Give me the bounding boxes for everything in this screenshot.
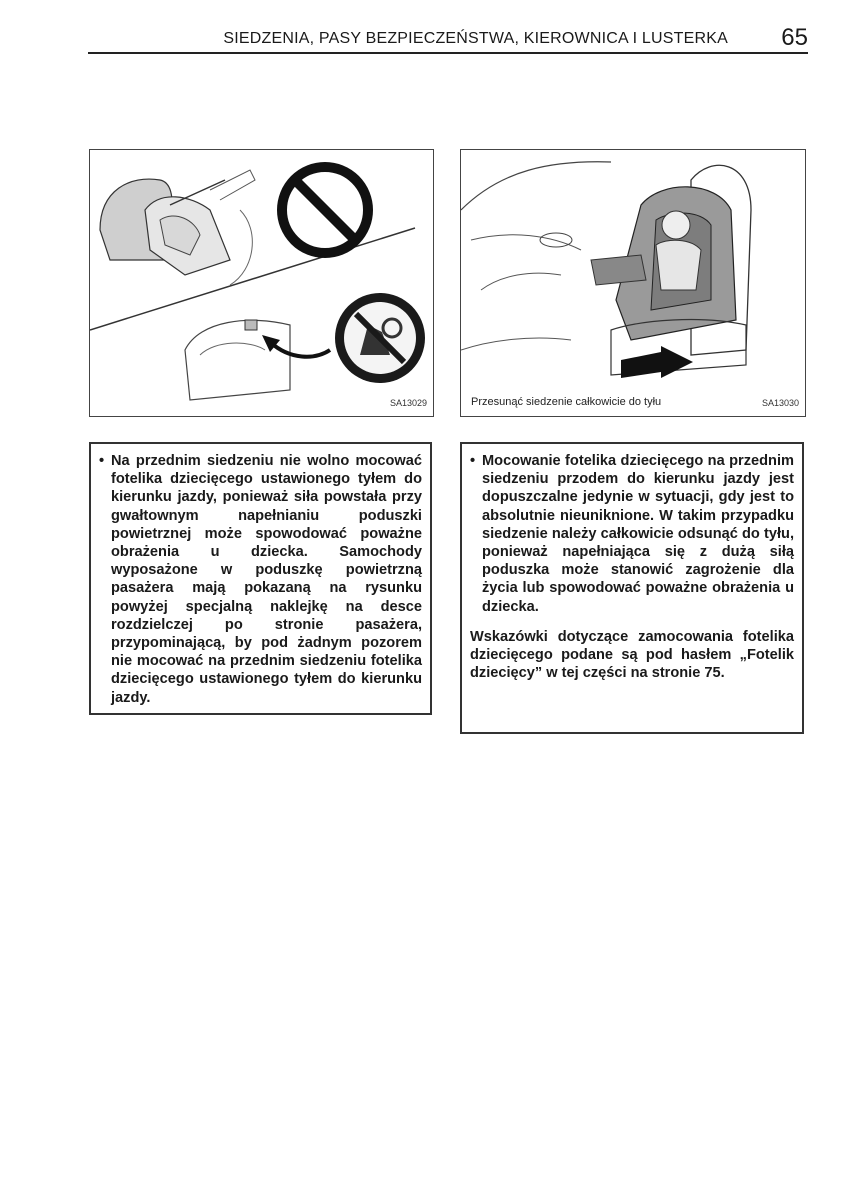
- warning-box-rear-facing: [89, 442, 432, 715]
- illustration-forward-facing-child-seat: [461, 150, 805, 416]
- airbag-warning-sticker-icon: [335, 293, 425, 383]
- bullet-icon: •: [99, 453, 105, 469]
- page-header: [88, 24, 808, 54]
- figure-forward-facing-seat: [460, 149, 806, 417]
- warning-text: Na przednim siedzeniu nie wolno mocować fotelika dziecięcego ustawionego tyłem do kierunku jazdy, ponieważ siła powstała przy gwałtownym napełnianiu poduszki powietrznej może spowodować poważne obrażenia u dziecka. Samochody wyposażone w poduszkę powietrzną pasażera mają pokazaną na rysunku powyżej specjalną naklejkę na desce rozdzielczej po stronie pasażera, przypominającą, by pod żadnym pozorem nie mocować na przednim siedzeniu fotelika dziecięcego ustawionego tyłem do kierunku jazdy.: [111, 453, 422, 706]
- warning-bullet: [99, 452, 422, 707]
- section-title: SIEDZENIA, PASY BEZPIECZEŃSTWA, KIEROWNICA I LUSTERKA: [223, 30, 728, 47]
- figure-caption: Przesunąć siedzenie całkowicie do tyłu: [471, 396, 662, 408]
- figure-rear-facing-seat-prohibited: [89, 149, 434, 417]
- page-number: 65: [781, 24, 808, 51]
- warning-box-forward-facing: [460, 442, 804, 734]
- warning-text: Mocowanie fotelika dziecięcego na przednim siedzeniu przodem do kierunku jazdy jest dopuszczalne jedynie w sytuacji, gdy jest to absolutnie nieuniknione. W takim przypadku siedzenie należy całkowicie odsunąć do tyłu, ponieważ napełniająca się z dużą siłą poduszka może stanowić zagrożenie dla życia lub spowodować poważne obrażenia u dziecka.: [482, 453, 794, 615]
- reference-note: Wskazówki dotyczące zamocowania fotelika dziecięcego podane są pod hasłem „Fotelik dziecięcy” w tej części na stronie 75.: [470, 628, 794, 682]
- figure-code: SA13029: [389, 398, 427, 408]
- illustration-rear-facing-child-seat: [90, 150, 433, 416]
- figure-code: SA13030: [761, 398, 799, 408]
- bullet-icon: •: [470, 453, 476, 469]
- warning-bullet: [470, 452, 794, 616]
- prohibition-icon: [282, 167, 368, 253]
